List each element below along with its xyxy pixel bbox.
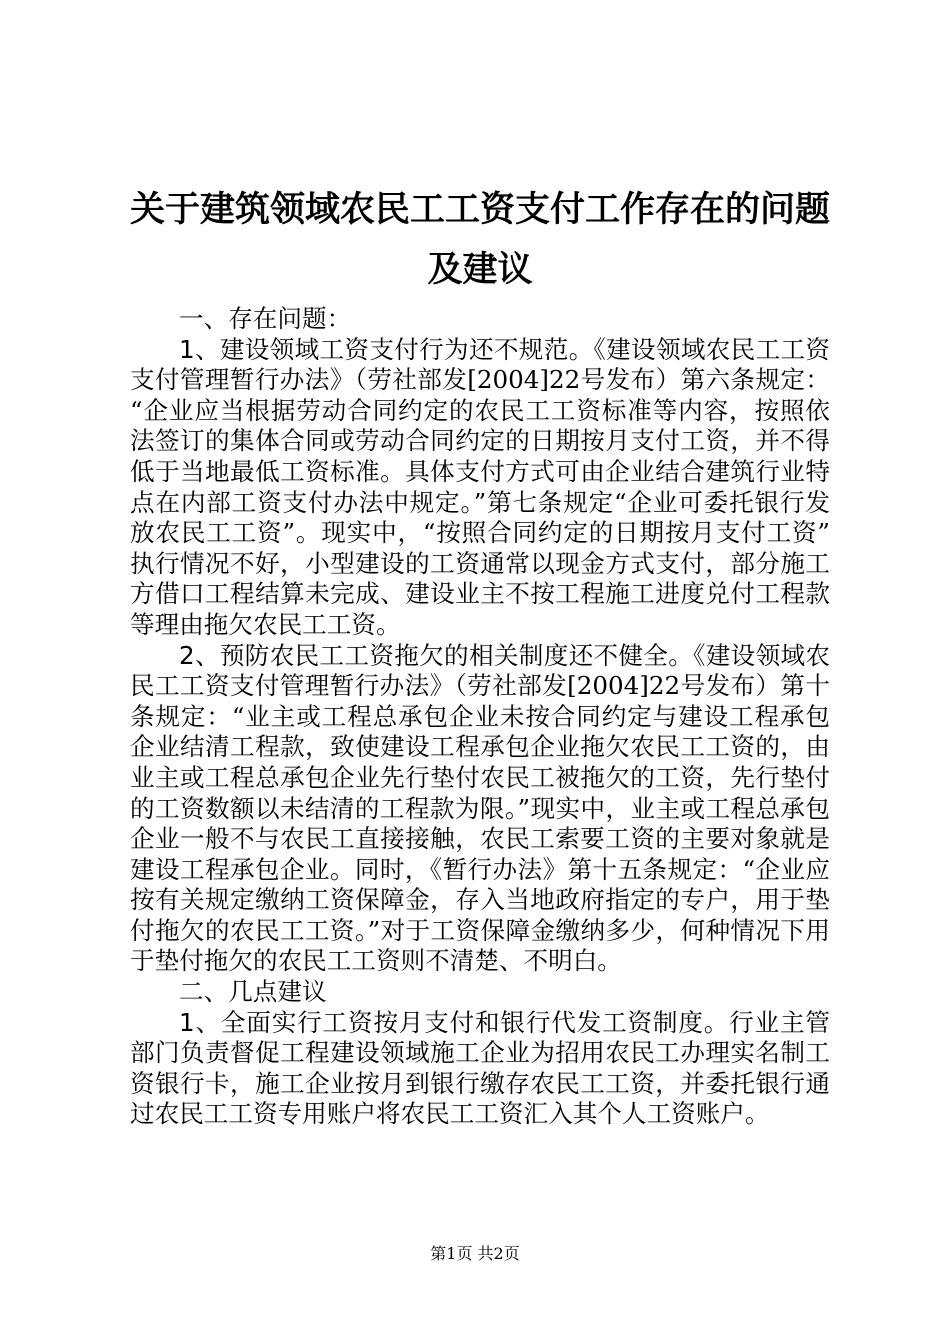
title-line-2: 及建议 [427, 250, 533, 290]
title-line-1: 关于建筑领域农民工工资支付工作存在的问题 [130, 190, 831, 230]
section-heading-suggestions: 二、几点建议 [179, 977, 327, 1007]
item-2-lead: 2、预防农民工工资拖欠的相关制度还不健全。 [179, 640, 694, 670]
item-2-body: 《建设领域农民工工资支付管理暂行办法》（劳社部发[2004]22号发布）第十条规定：“业主或工程总承包企业未按合同约定与建设工程承包企业结清工程款，致使建设工程承包企业拖欠农民工工资的，由业主或工程总承包企业先行垫付农民工被拖欠的工资，先行垫付的工资数额以未结清的工程款为限。”现实中，业主或工程总承包企业一般不与农民工直接接触，农民工索要工资的主要对象就是建设工程承包企业。同时，《暂行办法》第十五条规定：“企业应按有关规定缴纳工资保障金，存入当地政府指定的专户，用于垫付拖欠的农民工工资。”对于工资保障金缴纳多少，何种情况下用于垫付拖欠的农民工工资则不清楚、不明白。 [130, 640, 830, 976]
item-1-body: 《建设领域农民工工资支付管理暂行办法》（劳社部发[2004]22号发布）第六条规定：“企业应当根据劳动合同约定的农民工工资标准等内容，按照依法签订的集体合同或劳动合同约定的日期按月支付工资，并不得低于当地最低工资标准。具体支付方式可由企业结合建筑行业特点在内部工资支付办法中规定。”第七条规定“企业可委托银行发放农民工工资”。现实中，“按照合同约定的日期按月支付工资”执行情况不好，小型建设的工资通常以现金方式支付，部分施工方借口工程结算未完成、建设业主不按工程施工进度兑付工程款等理由拖欠农民工工资。 [130, 334, 830, 639]
paragraph-item-3 [130, 1008, 830, 1130]
paragraph-item-1 [130, 335, 830, 641]
page-footer: 第1页 共2页 [430, 1244, 520, 1263]
item-3-body: 行业主管部门负责督促工程建设领域施工企业为招用农民工办理实名制工资银行卡，施工企业按月到银行缴存农民工工资，并委托银行通过农民工工资专用账户将农民工工资汇入其个人工资账户。 [130, 1007, 830, 1129]
item-3-lead: 1、全面实行工资按月支付和银行代发工资制度。 [179, 1007, 730, 1037]
paragraph-item-2 [130, 641, 830, 978]
section-heading-problems: 一、存在问题： [179, 304, 352, 333]
document-title [130, 180, 830, 300]
item-1-lead: 1、建设领域工资支付行为还不规范。 [179, 334, 594, 364]
document-body [130, 180, 830, 1130]
